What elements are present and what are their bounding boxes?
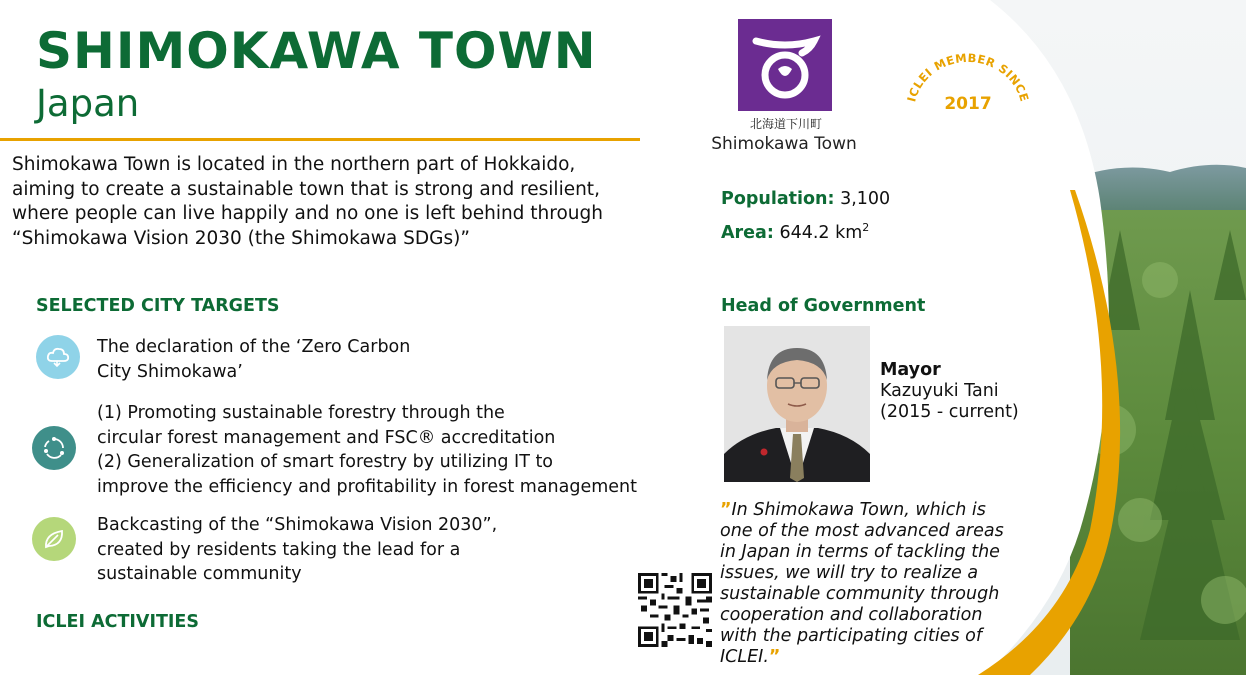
mayor-portrait-photo (724, 326, 870, 482)
target-line: improve the efficiency and profitability in forest management (97, 476, 637, 497)
area-stat (721, 221, 869, 243)
page-subtitle-country: Japan (36, 82, 140, 125)
town-emblem-logo (738, 19, 832, 111)
badge-member-since-text: ICLEI MEMBER SINCE (904, 50, 1032, 104)
area-value: 644.2 km (779, 222, 863, 243)
intro-line: Shimokawa Town is located in the northern part of Hokkaido, (12, 154, 576, 175)
selected-city-targets-heading: SELECTED CITY TARGETS (36, 296, 280, 316)
quote-text: In Shimokawa Town, which is one of the most advanced areas in Japan in terms of tackling the issues, we will try to realize a sustainable community through cooperation and collaboration with the participating cities of ICLEI. (720, 500, 1004, 667)
title-divider (0, 138, 640, 141)
target-line: (2) Generalization of smart forestry by utilizing IT to (97, 452, 554, 472)
quote-close-mark: ” (768, 647, 781, 667)
leaf-icon (32, 517, 76, 561)
population-value: 3,100 (840, 189, 891, 209)
target-line: sustainable community (97, 564, 302, 584)
head-of-government-heading: Head of Government (721, 296, 926, 316)
area-label: Area: (721, 222, 774, 243)
quote-open-mark: ” (720, 500, 732, 520)
iclei-activities-heading: ICLEI ACTIVITIES (36, 612, 199, 632)
target-item-zero-carbon (97, 335, 410, 384)
cycle-icon (32, 426, 76, 470)
population-stat (721, 189, 890, 209)
target-line: The declaration of the ‘Zero Carbon (97, 337, 411, 357)
mayor-term: (2015 - current) (880, 402, 1019, 422)
mayor-name: Kazuyuki Tani (880, 381, 999, 401)
qr-code-icon[interactable] (638, 573, 712, 647)
logo-japanese-name: 北海道下川町 (749, 117, 822, 131)
page-title: SHIMOKAWA TOWN (36, 22, 597, 80)
intro-line: aiming to create a sustainable town that is strong and resilient, (12, 178, 600, 200)
target-line: Backcasting of the “Shimokawa Vision 2030”, (97, 515, 498, 535)
cloud-icon (36, 335, 80, 379)
area-unit-superscript: 2 (862, 221, 870, 234)
logo-english-name: Shimokawa Town (711, 134, 857, 154)
badge-year: 2017 (944, 94, 992, 114)
target-item-forestry (97, 401, 637, 499)
iclei-member-badge (900, 50, 1036, 126)
target-line: circular forest management and FSC® accreditation (97, 427, 556, 448)
target-line: created by residents taking the lead for a (97, 539, 461, 560)
intro-line: where people can live happily and no one is left behind through (12, 203, 603, 224)
mayor-quote (720, 500, 1020, 668)
intro-line: “Shimokawa Vision 2030 (the Shimokawa SDGs)” (12, 227, 470, 249)
target-item-backcasting (97, 513, 497, 587)
intro-paragraph (12, 153, 652, 251)
mayor-role: Mayor (880, 360, 941, 380)
target-line: City Shimokawa’ (97, 361, 243, 382)
target-line: (1) Promoting sustainable forestry through the (97, 403, 505, 423)
population-label: Population: (721, 189, 835, 209)
